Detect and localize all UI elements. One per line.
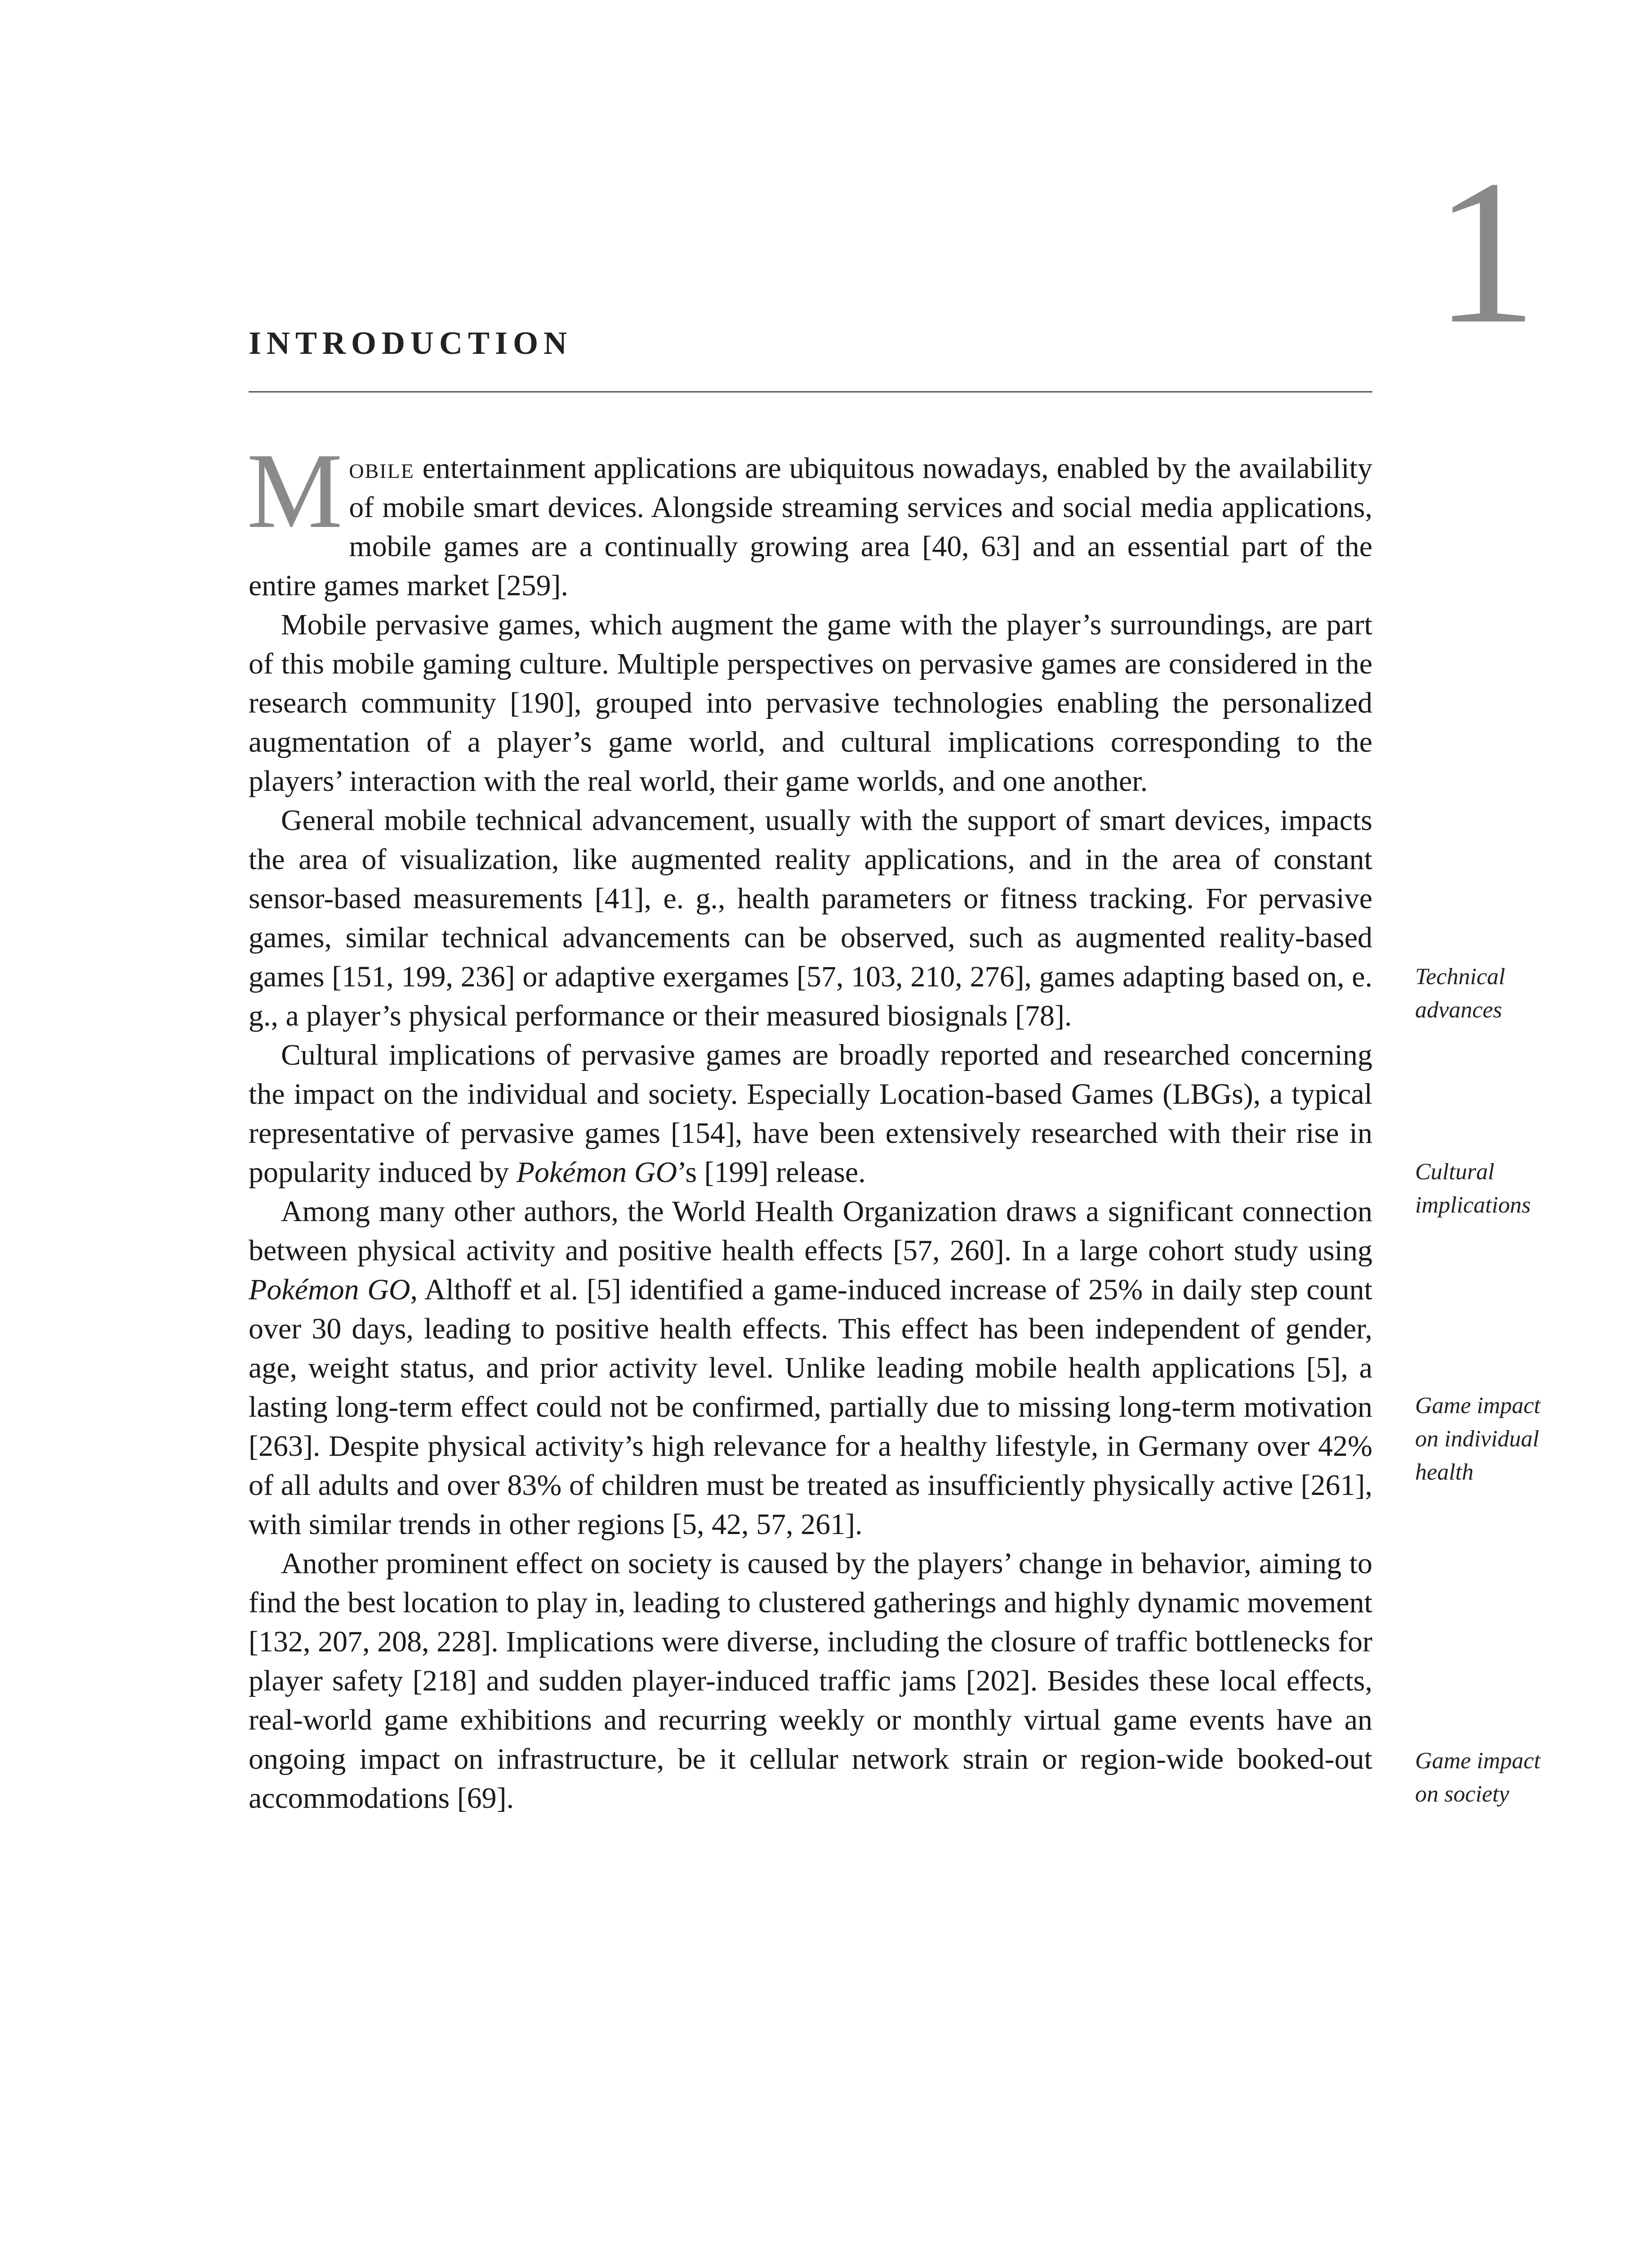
margin-note-line: implications — [1415, 1192, 1531, 1218]
margin-note-line: advances — [1415, 997, 1502, 1023]
margin-note-line: Cultural — [1415, 1159, 1495, 1185]
paragraph-1 — [247, 431, 1372, 605]
chapter-title: INTRODUCTION — [249, 325, 573, 361]
margin-note-line: on society — [1415, 1781, 1510, 1807]
paragraph-1-text: entertainment applications are ubiquitous nowadays, enabled by the availability of mobile smart devices. Alongside streaming services and social media applications, mobile games are a continually growing area [40, 63] and an essential part of the entire games market [259]. — [249, 452, 1372, 602]
paragraph-6: Another prominent effect on society is caused by the players’ change in behavior, aiming to find the best location to play in, leading to clustered gatherings and highly dynamic movement [132, 207, 208, 228]. Implications were diverse, including the closure of traffic bottlenecks for player safety [218] and sudden player-induced traffic jams [202]. Besides these local effects, real-world game exhibitions and recurring weekly or monthly virtual game events have an ongoing impact on infrastructure, be it cellular network strain or region-wide booked-out accommodations [69]. — [249, 1547, 1372, 1815]
margin-note-technical — [1415, 960, 1631, 1027]
paragraph-5 — [249, 1192, 1372, 1544]
title-rule — [249, 391, 1372, 393]
margin-note-individual — [1415, 1389, 1631, 1489]
paragraph-4-game-title: Pokémon GO — [516, 1156, 677, 1189]
margin-note-line: health — [1415, 1459, 1474, 1485]
paragraph-3: General mobile technical advancement, usually with the support of smart devices, impacts the area of visualization, like augmented reality applications, and in the area of constant sensor-based measurements [41], e. g., health parameters or fitness tracking. For pervasive games, similar technical advancements can be observed, such as augmented reality-based games [151, 199, 236] or adaptive exergames [57, 103, 210, 276], games adapting based on, e. g., a player’s physical performance or their measured biosignals [78]. — [249, 804, 1372, 1032]
paragraph-5-text-a: Among many other authors, the World Health Organization draws a significant connection between physical activity and positive health effects [57, 260]. In a large cohort study using — [249, 1195, 1372, 1267]
paragraph-2: Mobile pervasive games, which augment the game with the player’s surroundings, are part of this mobile gaming culture. Multiple perspectives on pervasive games are considered in the research community [190], grouped into pervasive technologies enabling the personalized augmentation of a player’s game world, and cultural implications corresponding to the players’ interaction with the real world, their game worlds, and one another. — [249, 608, 1372, 798]
body-text — [247, 431, 1372, 1818]
margin-note-line: on individual — [1415, 1426, 1539, 1452]
margin-note-line: Game impact — [1415, 1393, 1541, 1418]
paragraph-5-game-title: Pokémon GO — [249, 1273, 410, 1306]
paragraph-5-text-b: , Althoff et al. [5] identified a game-induced increase of 25% in daily step count over 30 days, leading to positive health effects. This effect has been independent of gender, age, weight status, and prior activity level. Unlike leading mobile health applications [5], a lasting long-term effect could not be confirmed, partially due to missing long-term motivation [263]. Despite physical activity’s high relevance for a healthy lifestyle, in Germany over 42% of all adults and over 83% of children must be treated as insufficiently physically active [261], with similar trends in other regions [5, 42, 57, 261]. — [249, 1273, 1372, 1541]
paragraph-4-text-a: Cultural implications of pervasive games are broadly reported and researched concerning the impact on the individual and society. Especially Location-based Games (LBGs), a typical representative of pervasive games [154], have been extensively researched with their rise in popularity induced by — [249, 1039, 1372, 1189]
paragraph-4-text-b: ’s [199] release. — [677, 1156, 866, 1189]
small-caps-lead: obile — [349, 452, 414, 485]
margin-note-line: Game impact — [1415, 1748, 1541, 1774]
margin-note-cultural — [1415, 1155, 1631, 1222]
drop-cap: M — [247, 431, 343, 550]
margin-note-society — [1415, 1744, 1631, 1811]
chapter-number: 1 — [1434, 137, 1537, 366]
margin-note-line: Technical — [1415, 964, 1505, 990]
paragraph-4 — [249, 1035, 1372, 1192]
